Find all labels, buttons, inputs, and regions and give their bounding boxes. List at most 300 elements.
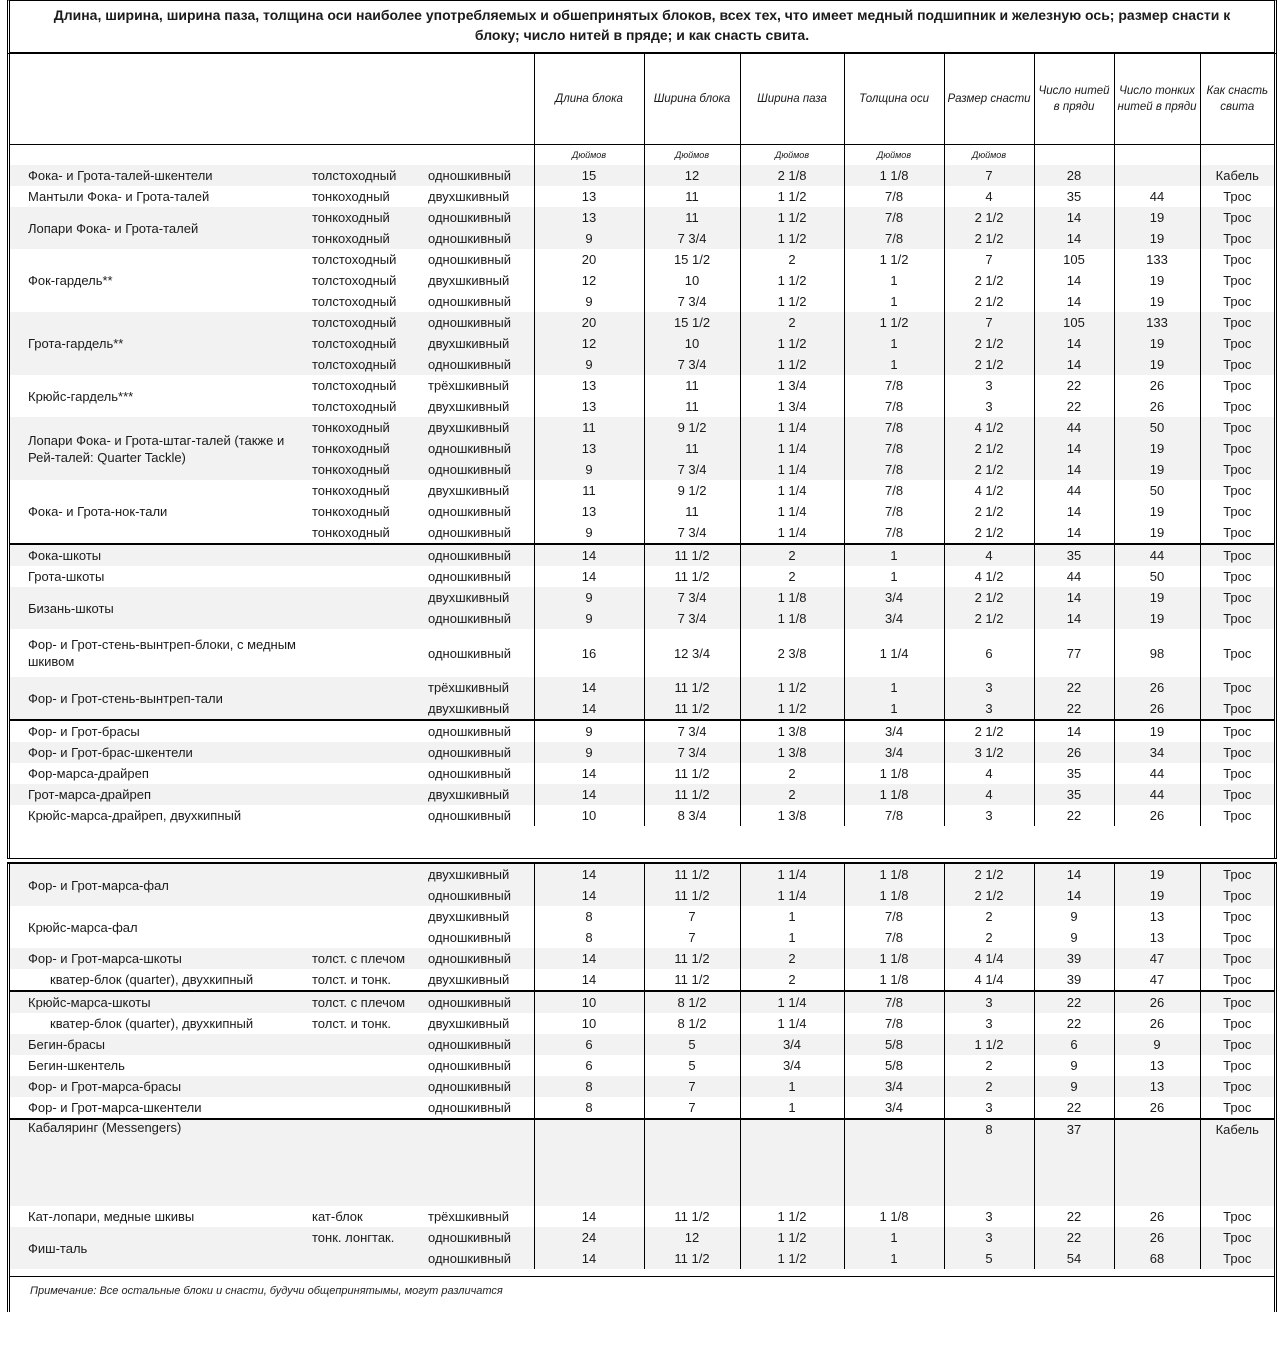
groove-width-cell: 3/4 <box>740 1034 844 1055</box>
block-type-cell <box>312 1097 428 1119</box>
axle-thickness-cell: 1 <box>844 270 944 291</box>
yarns-per-strand-cell: 22 <box>1034 805 1114 826</box>
block-type-cell: тонкоходный <box>312 504 390 519</box>
unit-label: Дюймов <box>740 145 844 166</box>
sheave-count-cell: трёхшкивный <box>428 677 534 698</box>
sheave-count-cell: одношкивный <box>428 294 512 309</box>
fine-yarns-cell: 13 <box>1114 906 1200 927</box>
table-row <box>10 1076 1274 1097</box>
block-type-cell: тонкоходный <box>312 417 428 438</box>
yarns-per-strand-cell: 54 <box>1034 1248 1114 1269</box>
lay-type-cell: Трос <box>1200 270 1274 291</box>
block-width-cell: 7 3/4 <box>644 354 740 375</box>
sheave-count-cell: двухшкивный <box>428 1016 510 1031</box>
yarns-per-strand-cell: 14 <box>1034 608 1114 629</box>
groove-width-cell: 1 1/4 <box>740 1013 844 1034</box>
rope-size-cell: 3 <box>944 1013 1034 1034</box>
yarns-per-strand-cell: 105 <box>1034 249 1114 270</box>
axle-thickness-cell: 7/8 <box>844 991 944 1013</box>
block-type-cell: тонкоходный <box>312 189 390 204</box>
block-length-cell: 14 <box>534 544 644 566</box>
fine-yarns-cell: 26 <box>1114 805 1200 826</box>
block-width-cell: 7 3/4 <box>644 459 740 480</box>
lay-type-cell: Кабель <box>1200 1119 1274 1206</box>
lay-type-cell: Трос <box>1200 969 1274 991</box>
rigging-name: Фок-гардель** <box>28 273 113 288</box>
block-type-cell <box>312 629 428 677</box>
fine-yarns-cell: 26 <box>1114 677 1200 698</box>
lay-type-cell: Трос <box>1200 1248 1274 1269</box>
lay-type-cell: Трос <box>1200 354 1274 375</box>
sheave-count-cell: одношкивный <box>428 569 512 584</box>
table-row <box>10 742 1274 763</box>
fine-yarns-cell: 50 <box>1114 566 1200 587</box>
block-width-cell: 7 <box>644 927 740 948</box>
lay-type-cell: Трос <box>1200 629 1274 677</box>
table-row <box>10 1227 1274 1248</box>
rope-size-cell: 2 1/2 <box>944 864 1034 885</box>
axle-thickness-cell: 7/8 <box>844 186 944 207</box>
lay-type-cell: Трос <box>1200 417 1274 438</box>
rope-size-cell: 6 <box>944 629 1034 677</box>
block-length-cell: 9 <box>534 720 644 742</box>
lay-type-cell: Трос <box>1200 333 1274 354</box>
block-type-cell: толстоходный <box>312 273 397 288</box>
axle-thickness-cell: 1 <box>844 333 944 354</box>
block-width-cell: 15 1/2 <box>644 249 740 270</box>
rope-size-cell: 3 <box>944 1227 1034 1248</box>
block-width-cell: 15 1/2 <box>644 312 740 333</box>
header-blank <box>10 54 534 145</box>
lay-type-cell: Трос <box>1200 864 1274 885</box>
rope-size-cell: 5 <box>944 1248 1034 1269</box>
sheave-count-cell: одношкивный <box>428 252 512 267</box>
table-row <box>10 969 1274 991</box>
axle-thickness-cell: 1 1/2 <box>844 312 944 333</box>
yarns-per-strand-cell: 14 <box>1034 459 1114 480</box>
blocks-table-part-1 <box>10 54 1274 826</box>
groove-width-cell: 1 3/8 <box>740 720 844 742</box>
block-width-cell: 11 1/2 <box>644 969 740 991</box>
yarns-per-strand-cell: 28 <box>1034 165 1114 186</box>
axle-thickness-cell: 7/8 <box>844 228 944 249</box>
table-row <box>10 566 1274 587</box>
block-length-cell: 8 <box>534 1097 644 1119</box>
fine-yarns-cell: 34 <box>1114 742 1200 763</box>
header-groove-width: Ширина паза <box>740 54 844 145</box>
rigging-name: Фор-марса-драйреп <box>28 766 149 781</box>
rigging-name: Лопари Фока- и Грота-талей <box>10 207 312 249</box>
sheave-count-cell: одношкивный <box>428 766 512 781</box>
lay-type-cell: Трос <box>1200 544 1274 566</box>
yarns-per-strand-cell: 14 <box>1034 207 1114 228</box>
header-lay-type: Как снасть свита <box>1200 54 1274 145</box>
yarns-per-strand-cell: 39 <box>1034 969 1114 991</box>
yarns-per-strand-cell: 22 <box>1034 991 1114 1013</box>
block-type-cell: толст. и тонк. <box>312 972 391 987</box>
lay-type-cell: Трос <box>1200 1013 1274 1034</box>
fine-yarns-cell: 19 <box>1114 608 1200 629</box>
block-type-cell: тонкоходный <box>312 459 428 480</box>
groove-width-cell: 1 1/4 <box>740 438 844 459</box>
rope-size-cell: 4 <box>944 544 1034 566</box>
unit-label: Дюймов <box>534 145 644 166</box>
block-type-cell: толстоходный <box>312 399 397 414</box>
block-length-cell <box>534 1119 644 1206</box>
rope-size-cell: 3 <box>944 805 1034 826</box>
block-type-cell: толст. с плечом <box>312 991 428 1013</box>
sheave-count-cell: одношкивный <box>428 930 512 945</box>
block-width-cell: 12 3/4 <box>644 629 740 677</box>
table-row <box>10 1013 1274 1034</box>
fine-yarns-cell: 26 <box>1114 1206 1200 1227</box>
rope-size-cell: 4 <box>944 763 1034 784</box>
block-length-cell: 13 <box>534 396 644 417</box>
lay-type-cell: Трос <box>1200 1076 1274 1097</box>
yarns-per-strand-cell: 44 <box>1034 566 1114 587</box>
table-row <box>10 763 1274 784</box>
block-width-cell: 5 <box>644 1034 740 1055</box>
yarns-per-strand-cell: 14 <box>1034 720 1114 742</box>
yarns-per-strand-cell: 77 <box>1034 629 1114 677</box>
groove-width-cell: 1 1/2 <box>740 186 844 207</box>
axle-thickness-cell: 7/8 <box>844 459 944 480</box>
block-width-cell: 7 3/4 <box>644 291 740 312</box>
sheave-count-cell: одношкивный <box>428 438 534 459</box>
rigging-name: кватер-блок (quarter), двухкипный <box>50 1016 254 1031</box>
block-width-cell: 11 <box>644 186 740 207</box>
block-width-cell <box>644 1119 740 1206</box>
axle-thickness-cell: 7/8 <box>844 207 944 228</box>
block-type-cell: толстоходный <box>312 294 397 309</box>
block-length-cell: 13 <box>534 186 644 207</box>
block-length-cell: 13 <box>534 501 644 522</box>
groove-width-cell: 1 1/2 <box>740 270 844 291</box>
block-type-cell <box>312 885 428 906</box>
sheave-count-cell: двухшкивный <box>428 698 534 720</box>
groove-width-cell <box>740 1119 844 1206</box>
fine-yarns-cell: 47 <box>1114 948 1200 969</box>
lay-type-cell: Трос <box>1200 720 1274 742</box>
header-row <box>10 54 1274 145</box>
rigging-name: Фиш-таль <box>10 1227 312 1269</box>
fine-yarns-cell <box>1114 165 1200 186</box>
table-row <box>10 784 1274 805</box>
table-row <box>10 629 1274 677</box>
yarns-per-strand-cell: 14 <box>1034 228 1114 249</box>
rope-size-cell: 4 1/2 <box>944 566 1034 587</box>
sheave-count-cell: одношкивный <box>428 1034 534 1055</box>
block-length-cell: 14 <box>534 566 644 587</box>
block-length-cell: 14 <box>534 1248 644 1269</box>
lay-type-cell: Трос <box>1200 228 1274 249</box>
header-fine-yarns: Число тонких нитей в пряди <box>1114 54 1200 145</box>
lay-type-cell: Трос <box>1200 948 1274 969</box>
lay-type-cell: Трос <box>1200 927 1274 948</box>
block-length-cell: 8 <box>534 906 644 927</box>
yarns-per-strand-cell: 22 <box>1034 1227 1114 1248</box>
rope-size-cell: 2 1/2 <box>944 522 1034 544</box>
lay-type-cell: Трос <box>1200 249 1274 270</box>
block-length-cell: 20 <box>534 312 644 333</box>
block-width-cell: 11 1/2 <box>644 948 740 969</box>
block-type-cell: толстоходный <box>312 252 397 267</box>
block-width-cell: 7 3/4 <box>644 228 740 249</box>
block-type-cell <box>312 1055 428 1076</box>
axle-thickness-cell: 1 1/8 <box>844 1206 944 1227</box>
groove-width-cell: 1 1/4 <box>740 864 844 885</box>
yarns-per-strand-cell: 44 <box>1034 480 1114 501</box>
block-width-cell: 11 1/2 <box>644 677 740 698</box>
rope-size-cell: 4 1/2 <box>944 480 1034 501</box>
rope-size-cell: 3 <box>944 1097 1034 1119</box>
block-type-cell <box>312 763 428 784</box>
axle-thickness-cell: 7/8 <box>844 522 944 544</box>
fine-yarns-cell: 44 <box>1114 544 1200 566</box>
block-length-cell: 13 <box>534 438 644 459</box>
axle-thickness-cell: 1 <box>844 354 944 375</box>
block-length-cell: 9 <box>534 459 644 480</box>
block-type-cell <box>312 1034 428 1055</box>
fine-yarns-cell: 50 <box>1114 417 1200 438</box>
rope-size-cell: 3 1/2 <box>944 742 1034 763</box>
sheave-count-cell: одношкивный <box>428 1227 534 1248</box>
block-width-cell: 7 3/4 <box>644 522 740 544</box>
yarns-per-strand-cell: 9 <box>1034 927 1114 948</box>
axle-thickness-cell: 1 1/4 <box>844 629 944 677</box>
block-width-cell: 7 <box>644 1076 740 1097</box>
groove-width-cell: 1 1/2 <box>740 354 844 375</box>
axle-thickness-cell: 7/8 <box>844 396 944 417</box>
block-width-cell: 11 1/2 <box>644 698 740 720</box>
axle-thickness-cell: 1 1/8 <box>844 948 944 969</box>
rope-size-cell: 4 1/4 <box>944 969 1034 991</box>
axle-thickness-cell: 1 <box>844 698 944 720</box>
block-length-cell: 9 <box>534 742 644 763</box>
groove-width-cell: 2 3/8 <box>740 629 844 677</box>
title-text: Длина, ширина, ширина паза, толщина оси наиболее употребляемых и обшепринятых блоков, всех тех, что имеет медный подшипник и железную ось; размер снасти к блоку; число нитей в пряде; и как снасть свита. <box>53 7 1231 43</box>
axle-thickness-cell: 3/4 <box>844 720 944 742</box>
unit-label: Дюймов <box>844 145 944 166</box>
yarns-per-strand-cell: 14 <box>1034 333 1114 354</box>
block-type-cell: толстоходный <box>312 312 428 333</box>
block-length-cell: 9 <box>534 354 644 375</box>
block-length-cell: 24 <box>534 1227 644 1248</box>
fine-yarns-cell: 19 <box>1114 522 1200 544</box>
axle-thickness-cell: 3/4 <box>844 1076 944 1097</box>
table-bottom-rule <box>10 1276 1274 1277</box>
unit-label: Дюймов <box>944 145 1034 166</box>
block-type-cell <box>312 1119 428 1206</box>
axle-thickness-cell: 5/8 <box>844 1034 944 1055</box>
rigging-name: Фока- и Грота-нок-тали <box>28 504 168 519</box>
sheave-count-cell: одношкивный <box>428 228 534 249</box>
fine-yarns-cell: 44 <box>1114 784 1200 805</box>
table-row <box>10 991 1274 1013</box>
fine-yarns-cell: 13 <box>1114 927 1200 948</box>
table-row <box>10 186 1274 207</box>
axle-thickness-cell: 5/8 <box>844 1055 944 1076</box>
block-type-cell <box>312 864 428 885</box>
groove-width-cell: 2 <box>740 544 844 566</box>
lay-type-cell: Трос <box>1200 207 1274 228</box>
block-type-cell <box>312 742 428 763</box>
header-axle-thickness: Толщина оси <box>844 54 944 145</box>
rigging-name: Крюйс-марса-шкоты <box>10 991 312 1013</box>
lay-type-cell: Трос <box>1200 784 1274 805</box>
yarns-per-strand-cell: 14 <box>1034 587 1114 608</box>
rope-size-cell: 2 1/2 <box>944 720 1034 742</box>
rope-size-cell: 7 <box>944 249 1034 270</box>
groove-width-cell: 1 <box>740 1097 844 1119</box>
fine-yarns-cell: 98 <box>1114 629 1200 677</box>
axle-thickness-cell: 1 <box>844 677 944 698</box>
table-row <box>10 906 1274 927</box>
yarns-per-strand-cell: 105 <box>1034 312 1114 333</box>
yarns-per-strand-cell: 37 <box>1034 1119 1114 1206</box>
table-row <box>10 1097 1274 1119</box>
groove-width-cell: 2 <box>740 948 844 969</box>
groove-width-cell: 1 3/4 <box>740 375 844 396</box>
block-width-cell: 12 <box>644 1227 740 1248</box>
rope-size-cell: 2 1/2 <box>944 587 1034 608</box>
yarns-per-strand-cell: 9 <box>1034 906 1114 927</box>
block-length-cell: 9 <box>534 228 644 249</box>
groove-width-cell: 2 1/8 <box>740 165 844 186</box>
rigging-name: кватер-блок (quarter), двухкипный <box>50 972 254 987</box>
axle-thickness-cell: 1 <box>844 1248 944 1269</box>
lay-type-cell: Трос <box>1200 742 1274 763</box>
lay-type-cell: Трос <box>1200 186 1274 207</box>
lay-type-cell: Трос <box>1200 438 1274 459</box>
yarns-per-strand-cell: 39 <box>1034 948 1114 969</box>
rope-size-cell: 2 <box>944 906 1034 927</box>
rope-size-cell: 4 1/4 <box>944 948 1034 969</box>
header-block-width: Ширина блока <box>644 54 740 145</box>
lay-type-cell: Трос <box>1200 1055 1274 1076</box>
lay-type-cell: Трос <box>1200 677 1274 698</box>
groove-width-cell: 2 <box>740 784 844 805</box>
fine-yarns-cell: 13 <box>1114 1055 1200 1076</box>
lay-type-cell: Трос <box>1200 566 1274 587</box>
block-width-cell: 8 3/4 <box>644 805 740 826</box>
rope-size-cell: 2 1/2 <box>944 501 1034 522</box>
sheave-count-cell: одношкивный <box>428 720 534 742</box>
groove-width-cell: 1 1/2 <box>740 333 844 354</box>
rigging-name: Бизань-шкоты <box>10 587 312 629</box>
axle-thickness-cell: 3/4 <box>844 742 944 763</box>
yarns-per-strand-cell: 6 <box>1034 1034 1114 1055</box>
lay-type-cell: Трос <box>1200 991 1274 1013</box>
fine-yarns-cell: 19 <box>1114 333 1200 354</box>
yarns-per-strand-cell: 14 <box>1034 885 1114 906</box>
block-length-cell: 9 <box>534 587 644 608</box>
fine-yarns-cell: 19 <box>1114 291 1200 312</box>
rigging-name: Мантыли Фока- и Грота-талей <box>28 189 210 204</box>
groove-width-cell: 2 <box>740 969 844 991</box>
block-width-cell: 11 1/2 <box>644 566 740 587</box>
groove-width-cell: 1 1/2 <box>740 1206 844 1227</box>
block-length-cell: 9 <box>534 522 644 544</box>
rope-size-cell: 3 <box>944 698 1034 720</box>
rigging-name: Грота-гардель** <box>10 312 312 375</box>
groove-width-cell: 1 1/2 <box>740 698 844 720</box>
table-row <box>10 677 1274 698</box>
fine-yarns-cell: 26 <box>1114 991 1200 1013</box>
fine-yarns-cell: 50 <box>1114 480 1200 501</box>
block-type-cell <box>312 698 428 720</box>
rigging-name: Кабаляринг (Messengers) <box>10 1119 312 1206</box>
lay-type-cell: Трос <box>1200 1206 1274 1227</box>
yarns-per-strand-cell: 9 <box>1034 1055 1114 1076</box>
yarns-per-strand-cell: 22 <box>1034 698 1114 720</box>
fine-yarns-cell: 133 <box>1114 312 1200 333</box>
rope-size-cell: 3 <box>944 396 1034 417</box>
yarns-per-strand-cell: 14 <box>1034 501 1114 522</box>
yarns-per-strand-cell: 35 <box>1034 763 1114 784</box>
rigging-name: Кат-лопари, медные шкивы <box>28 1209 195 1224</box>
block-width-cell: 8 1/2 <box>644 991 740 1013</box>
groove-width-cell: 1 1/2 <box>740 228 844 249</box>
table-row <box>10 480 1274 501</box>
fine-yarns-cell: 26 <box>1114 698 1200 720</box>
axle-thickness-cell: 1 <box>844 291 944 312</box>
fine-yarns-cell: 19 <box>1114 354 1200 375</box>
fine-yarns-cell: 19 <box>1114 720 1200 742</box>
block-type-cell: кат-блок <box>312 1209 363 1224</box>
rope-size-cell: 2 1/2 <box>944 207 1034 228</box>
block-length-cell: 13 <box>534 375 644 396</box>
axle-thickness-cell: 7/8 <box>844 1013 944 1034</box>
rigging-name: Фор- и Грот-стень-вынтреп-блоки, с медным шкивом <box>28 637 296 669</box>
lay-type-cell: Трос <box>1200 396 1274 417</box>
block-length-cell: 14 <box>534 763 644 784</box>
table-row <box>10 375 1274 396</box>
rigging-name: Фор- и Грот-брас-шкентели <box>10 742 312 763</box>
sheave-count-cell: одношкивный <box>428 991 534 1013</box>
rope-size-cell: 2 1/2 <box>944 608 1034 629</box>
sheave-count-cell: одношкивный <box>428 742 534 763</box>
block-length-cell: 9 <box>534 608 644 629</box>
rope-size-cell: 3 <box>944 1206 1034 1227</box>
fine-yarns-cell: 44 <box>1114 763 1200 784</box>
yarns-per-strand-cell: 22 <box>1034 677 1114 698</box>
lay-type-cell: Трос <box>1200 291 1274 312</box>
rigging-name: Бегин-брасы <box>10 1034 312 1055</box>
block-width-cell: 11 <box>644 375 740 396</box>
rigging-name: Фор- и Грот-марса-шкентели <box>28 1100 202 1115</box>
header-block-length: Длина блока <box>534 54 644 145</box>
block-width-cell: 11 <box>644 207 740 228</box>
block-length-cell: 12 <box>534 333 644 354</box>
lay-type-cell: Трос <box>1200 763 1274 784</box>
block-length-cell: 9 <box>534 291 644 312</box>
groove-width-cell: 1 <box>740 927 844 948</box>
block-width-cell: 11 1/2 <box>644 1206 740 1227</box>
units-row <box>10 145 1274 166</box>
block-length-cell: 14 <box>534 698 644 720</box>
sheave-count-cell: одношкивный <box>428 885 534 906</box>
axle-thickness-cell: 1 1/2 <box>844 249 944 270</box>
sheave-count-cell: одношкивный <box>428 165 534 186</box>
groove-width-cell: 1 1/2 <box>740 1248 844 1269</box>
fine-yarns-cell: 68 <box>1114 1248 1200 1269</box>
table-row <box>10 312 1274 333</box>
header-rope-size: Размер снасти <box>944 54 1034 145</box>
lay-type-cell: Трос <box>1200 608 1274 629</box>
rope-size-cell: 2 1/2 <box>944 438 1034 459</box>
unit-label <box>1114 145 1200 166</box>
